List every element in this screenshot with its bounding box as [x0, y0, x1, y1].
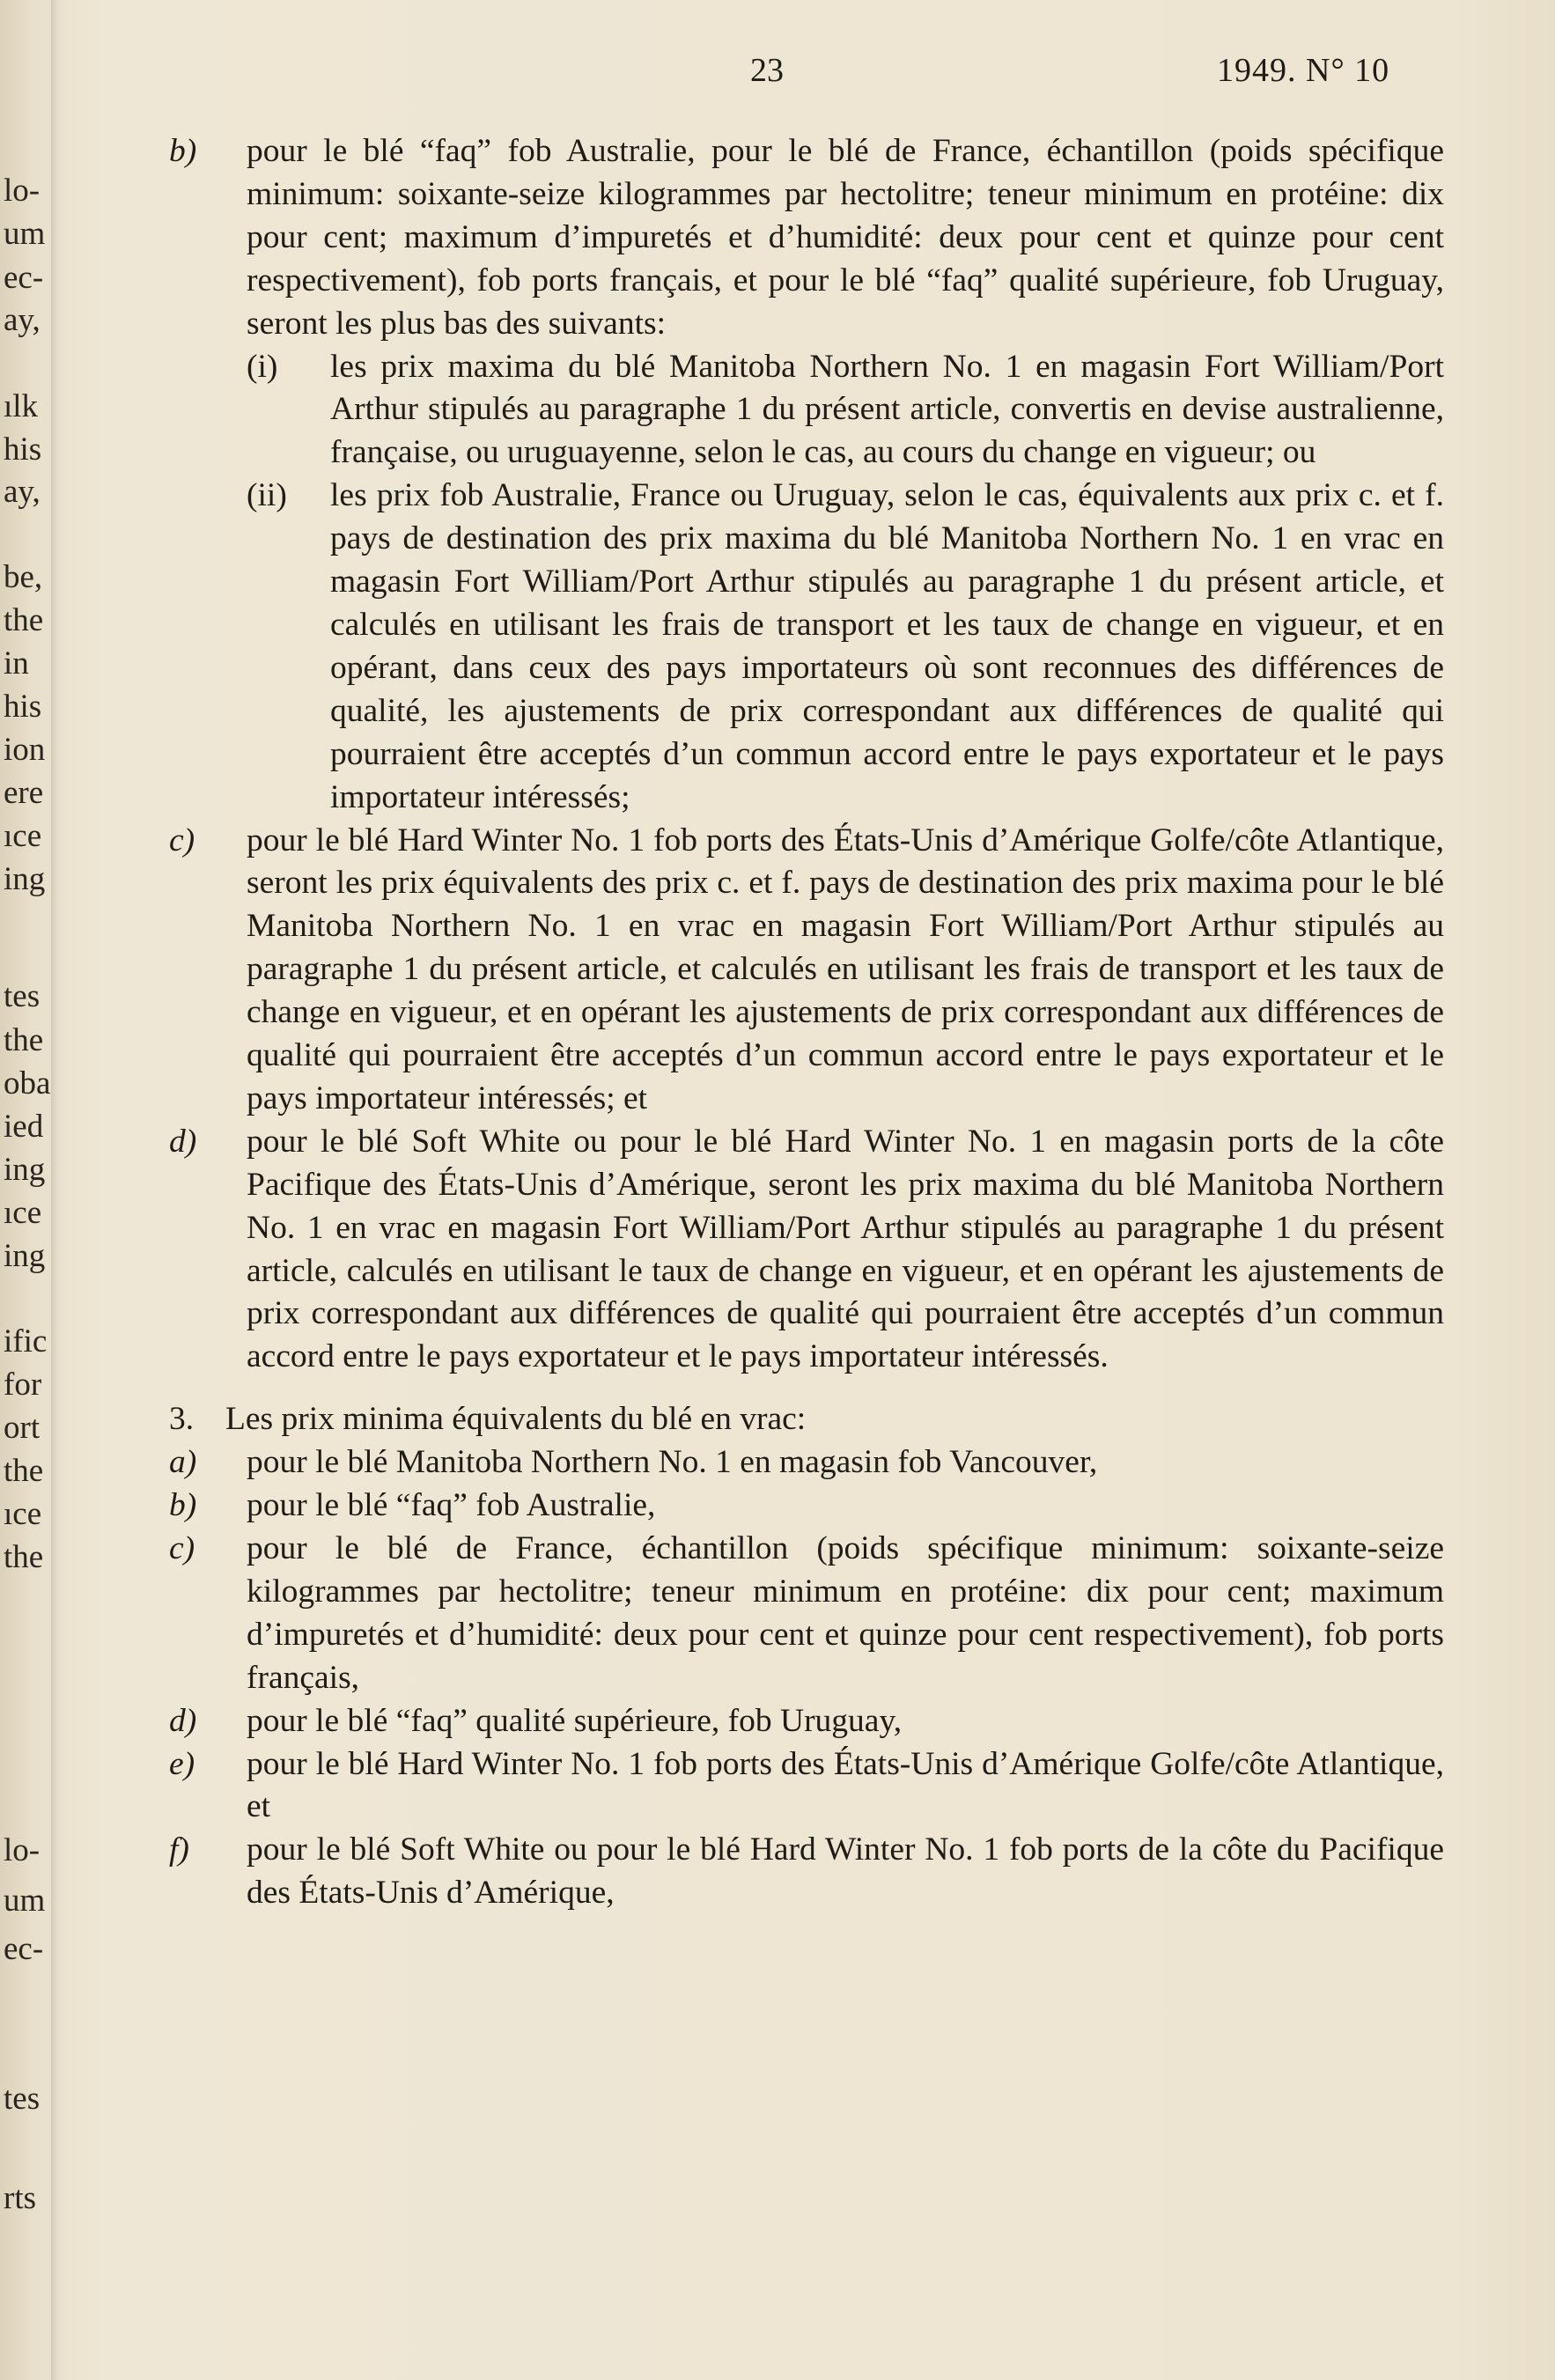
clause-2d	[169, 1121, 1444, 1379]
margin-fragment: ere	[4, 775, 44, 811]
clause-text: pour le blé “faq” fob Australie,	[247, 1487, 656, 1524]
clause-3b	[169, 1485, 1444, 1528]
clause-text: pour le blé Soft White ou pour le blé Hard Winter No. 1 fob ports de la côte du Pacifique des États-Unis d’Amérique,	[247, 1831, 1444, 1912]
paragraph-gap	[176, 1379, 1444, 1398]
clause-label: c)	[169, 1530, 195, 1566]
clause-text: pour le blé “faq” fob Australie, pour le blé de France, échantillon (poids spécifique minimum: soixante-seize kilogrammes par hectolitre; teneur minimum en protéine: dix pour cent; maximum d’impuretés et d’humidité: deux pour cent et quinze pour cent respectivement), fob ports français, et pour le blé “faq” qualité supérieure, fob Uruguay, seront les plus bas des suivants:	[247, 133, 1444, 342]
clause-label: a)	[169, 1444, 197, 1481]
clause-3d	[169, 1700, 1444, 1743]
clause-3a	[169, 1441, 1444, 1485]
paragraph-3-intro	[169, 1398, 1444, 1441]
subclause-text: les prix fob Australie, France ou Uruguay, selon le cas, équivalents aux prix c. et f. pays de destination des prix maxima du blé Manitoba Northern No. 1 en vrac en magasin Fort William/Port Arthur stipulés au paragraphe 1 du présent article, et calculés en utilisant les frais de transport et les taux de change en vigueur, et en opérant, dans ceux des pays importateurs où sont reconnues des différences de qualité, les ajustements de prix correspondant aux différences de qualité qui pourraient être acceptés d’un commun accord entre le pays exportateur et le pays importateur intéressés;	[330, 477, 1444, 815]
margin-fragment: ific	[4, 1323, 48, 1359]
margin-fragment: ort	[4, 1410, 41, 1446]
clause-2c	[169, 820, 1444, 1121]
clause-text: pour le blé Soft White ou pour le blé Hard Winter No. 1 en magasin ports de la côte Pacifique des États-Unis d’Amérique, seront les prix maxima du blé Manitoba Northern No. 1 en vrac en magasin Fort William/Port Arthur stipulés au paragraphe 1 du présent article, calculés en utilisant le taux de change en vigueur, et en opérant les ajustements de prix correspondant aux différences de qualité qui pourraient être acceptés d’un commun accord entre le pays exportateur et le pays importateur intéressés.	[247, 1123, 1444, 1375]
clause-text: pour le blé “faq” qualité supérieure, fob Uruguay,	[247, 1702, 903, 1739]
clause-label: e)	[169, 1745, 195, 1782]
margin-fragment: ec-	[4, 260, 44, 296]
margin-fragment: ing	[4, 1152, 46, 1188]
margin-fragment: tes	[4, 2081, 41, 2117]
clause-2b	[169, 130, 1444, 346]
clause-3e	[169, 1743, 1444, 1830]
margin-fragment: ion	[4, 732, 46, 768]
margin-fragment: ay,	[4, 302, 41, 338]
margin-fragment: the	[4, 1539, 44, 1575]
margin-fragment: ıce	[4, 818, 42, 854]
clause-3c	[169, 1528, 1444, 1700]
margin-fragment: ıce	[4, 1195, 42, 1231]
margin-fragment: um	[4, 216, 46, 252]
margin-fragment: oba	[4, 1065, 51, 1102]
margin-fragment: in	[4, 645, 29, 682]
page-header	[0, 51, 1555, 95]
subclause-i	[176, 346, 1444, 475]
document-body	[169, 130, 1444, 1915]
margin-fragment: his	[4, 689, 42, 725]
clause-label: c)	[169, 822, 195, 858]
page-gutter-shadow	[51, 0, 62, 2380]
margin-fragment: the	[4, 1022, 44, 1058]
clause-label: d)	[169, 1123, 197, 1160]
clause-text: pour le blé Manitoba Northern No. 1 en magasin fob Vancouver,	[247, 1444, 1098, 1481]
paragraph-intro-text: Les prix minima équivalents du blé en vrac:	[225, 1401, 807, 1438]
margin-fragment: um	[4, 1883, 46, 1919]
page-number: 23	[750, 52, 784, 89]
margin-fragment: lo-	[4, 1832, 41, 1868]
subclause-label: (i)	[247, 348, 278, 385]
margin-fragment: ıce	[4, 1496, 42, 1532]
clause-label: d)	[169, 1702, 197, 1739]
margin-fragment: tes	[4, 978, 41, 1014]
margin-fragment: ay,	[4, 474, 41, 510]
clause-3f	[169, 1829, 1444, 1915]
clause-text: pour le blé Hard Winter No. 1 fob ports des États-Unis d’Amérique Golfe/côte Atlantique, seront les prix équivalents des prix c. et f. pays de destination des prix maxima pour le blé Manitoba Northern No. 1 en vrac en magasin Fort William/Port Arthur stipulés au paragraphe 1 du présent article, et calculés en utilisant les frais de transport et les taux de change en vigueur, et en opérant les ajustements de prix correspondant aux différences de qualité qui pourraient être acceptés d’un commun accord entre le pays exportateur et le pays importateur intéressés; et	[247, 822, 1444, 1116]
margin-fragment: rts	[4, 2180, 36, 2216]
subclause-ii	[176, 475, 1444, 819]
subclause-text: les prix maxima du blé Manitoba Northern No. 1 en magasin Fort William/Port Arthur stipulés au paragraphe 1 du présent article, convertis en devise australienne, française, ou uruguayenne, selon le cas, au cours du change en vigueur; ou	[330, 348, 1444, 471]
subclause-label: (ii)	[247, 477, 287, 514]
paragraph-number: 3.	[169, 1401, 195, 1438]
margin-fragment: ılk	[4, 388, 39, 424]
clause-text: pour le blé de France, échantillon (poids spécifique minimum: soixante-seize kilogrammes par hectolitre; teneur minimum en protéine: dix pour cent; maximum d’impuretés et d’humidité: deux pour cent et quinze pour cent respectivement), fob ports français,	[247, 1530, 1444, 1696]
margin-fragment: the	[4, 602, 44, 638]
clause-label: f)	[169, 1831, 189, 1868]
clause-label: b)	[169, 133, 197, 169]
margin-fragment: the	[4, 1453, 44, 1489]
clause-label: b)	[169, 1487, 197, 1524]
clause-text: pour le blé Hard Winter No. 1 fob ports des États-Unis d’Amérique Golfe/côte Atlantique, et	[247, 1745, 1444, 1825]
margin-fragment: his	[4, 431, 42, 468]
margin-fragment: ied	[4, 1109, 44, 1145]
margin-fragment: for	[4, 1367, 42, 1403]
journal-reference: 1949. N° 10	[1217, 52, 1390, 89]
margin-fragment: ec-	[4, 1931, 44, 1967]
margin-fragment: ing	[4, 861, 46, 897]
margin-fragment: be,	[4, 559, 43, 595]
margin-fragment: lo-	[4, 173, 41, 209]
margin-fragment: ing	[4, 1238, 46, 1274]
